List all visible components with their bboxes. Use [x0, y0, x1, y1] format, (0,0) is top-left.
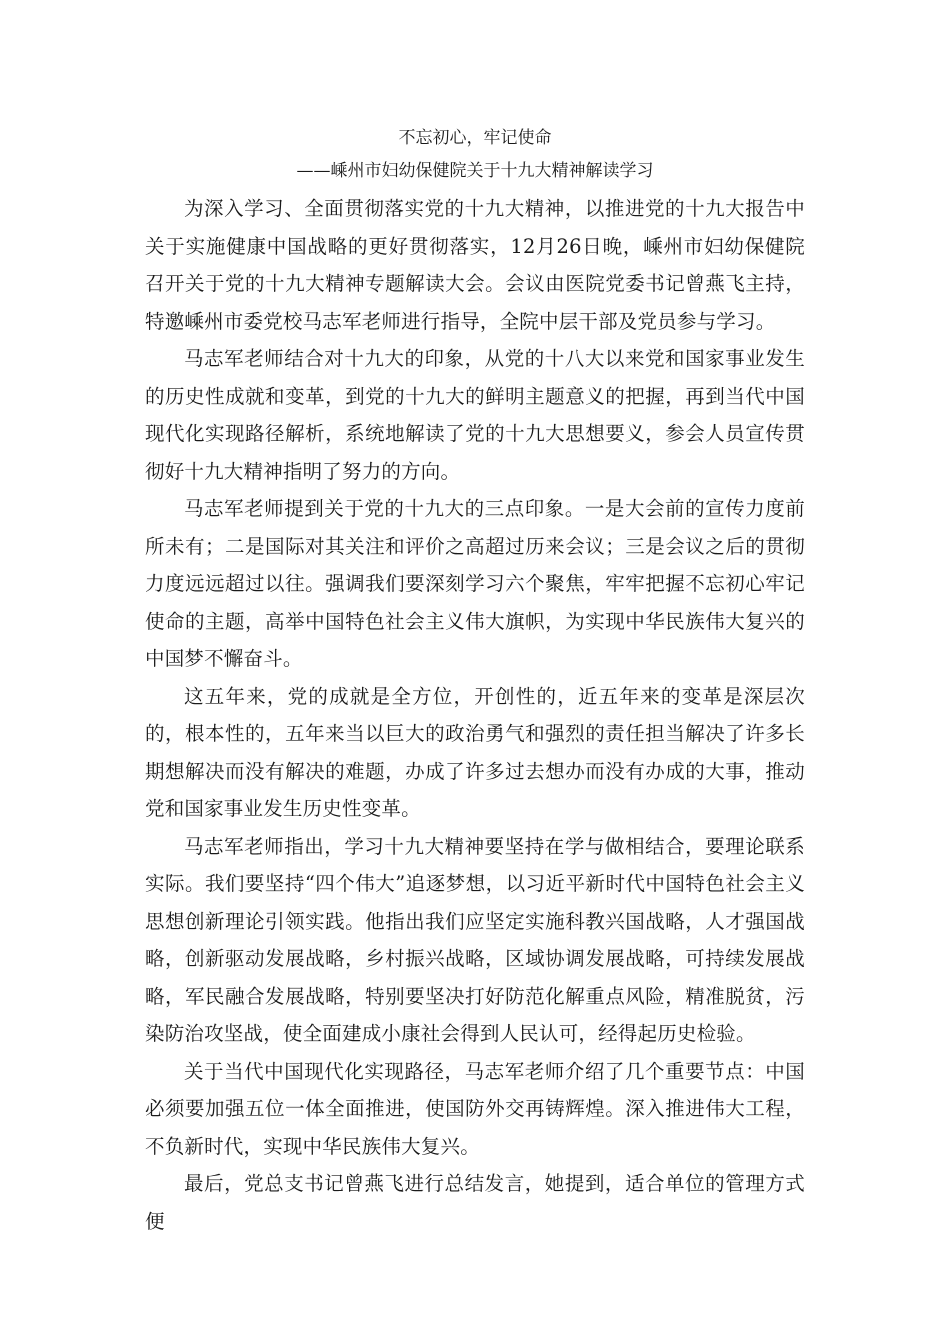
paragraph-three-impressions: 马志军老师提到关于党的十九大的三点印象。一是大会前的宣传力度前所未有；二是国际对其关注和评价之高超过历来会议；三是会议之后的贯彻力度远远超过以往。强调我们要深刻学习六个聚焦，牢牢把握不忘初心牢记使命的主题，高举中国特色社会主义伟大旗帜，为实现中华民族伟大复兴的中国梦不懈奋斗。	[145, 497, 805, 670]
paragraph-study-practice: 马志军老师指出，学习十九大精神要坚持在学与做相结合，要理论联系实际。我们要坚持“四个伟大”追逐梦想，以习近平新时代中国特色社会主义思想创新理论引领实践。他指出我们应坚定实施科教兴国战略，人才强国战略，创新驱动发展战略，乡村振兴战略，区域协调发展战略，可持续发展战略，军民融合发展战略，特别要坚决打好防范化解重点风险，精准脱贫，污染防治攻坚战，使全面建成小康社会得到人民认可，经得起历史检验。	[145, 834, 805, 1045]
paragraph-overview: 马志军老师结合对十九大的印象，从党的十八大以来党和国家事业发生的历史性成就和变革，到党的十九大的鲜明主题意义的把握，再到当代中国现代化实现路径解析，系统地解读了党的十九大思想要义，参会人员宣传贯彻好十九大精神指明了努力的方向。	[145, 347, 805, 483]
document-subtitle: ——嵊州市妇幼保健院关于十九大精神解读学习	[296, 161, 654, 181]
paragraph-conclusion: 最后，党总支书记曾燕飞进行总结发言，她提到，适合单位的管理方式便	[145, 1172, 805, 1233]
paragraph-intro: 为深入学习、全面贯彻落实党的十九大精神，以推进党的十九大报告中关于实施健康中国战略的更好贯彻落实，12月26日晚，嵊州市妇幼保健院召开关于党的十九大精神专题解读大会。会议由医院党委书记曾燕飞主持，特邀嵊州市委党校马志军老师进行指导，全院中层干部及党员参与学习。	[145, 197, 805, 333]
paragraph-modernization-path: 关于当代中国现代化实现路径，马志军老师介绍了几个重要节点：中国必须要加强五位一体全面推进，使国防外交再铸辉煌。深入推进伟大工程，不负新时代，实现中华民族伟大复兴。	[145, 1059, 805, 1158]
document-title: 不忘初心，牢记使命	[398, 128, 552, 148]
paragraph-five-years: 这五年来，党的成就是全方位，开创性的，近五年来的变革是深层次的，根本性的，五年来当以巨大的政治勇气和强烈的责任担当解决了许多长期想解决而没有解决的难题，办成了许多过去想办而没有办成的大事，推动党和国家事业发生历史性变革。	[145, 684, 805, 820]
document-body	[145, 122, 805, 1240]
